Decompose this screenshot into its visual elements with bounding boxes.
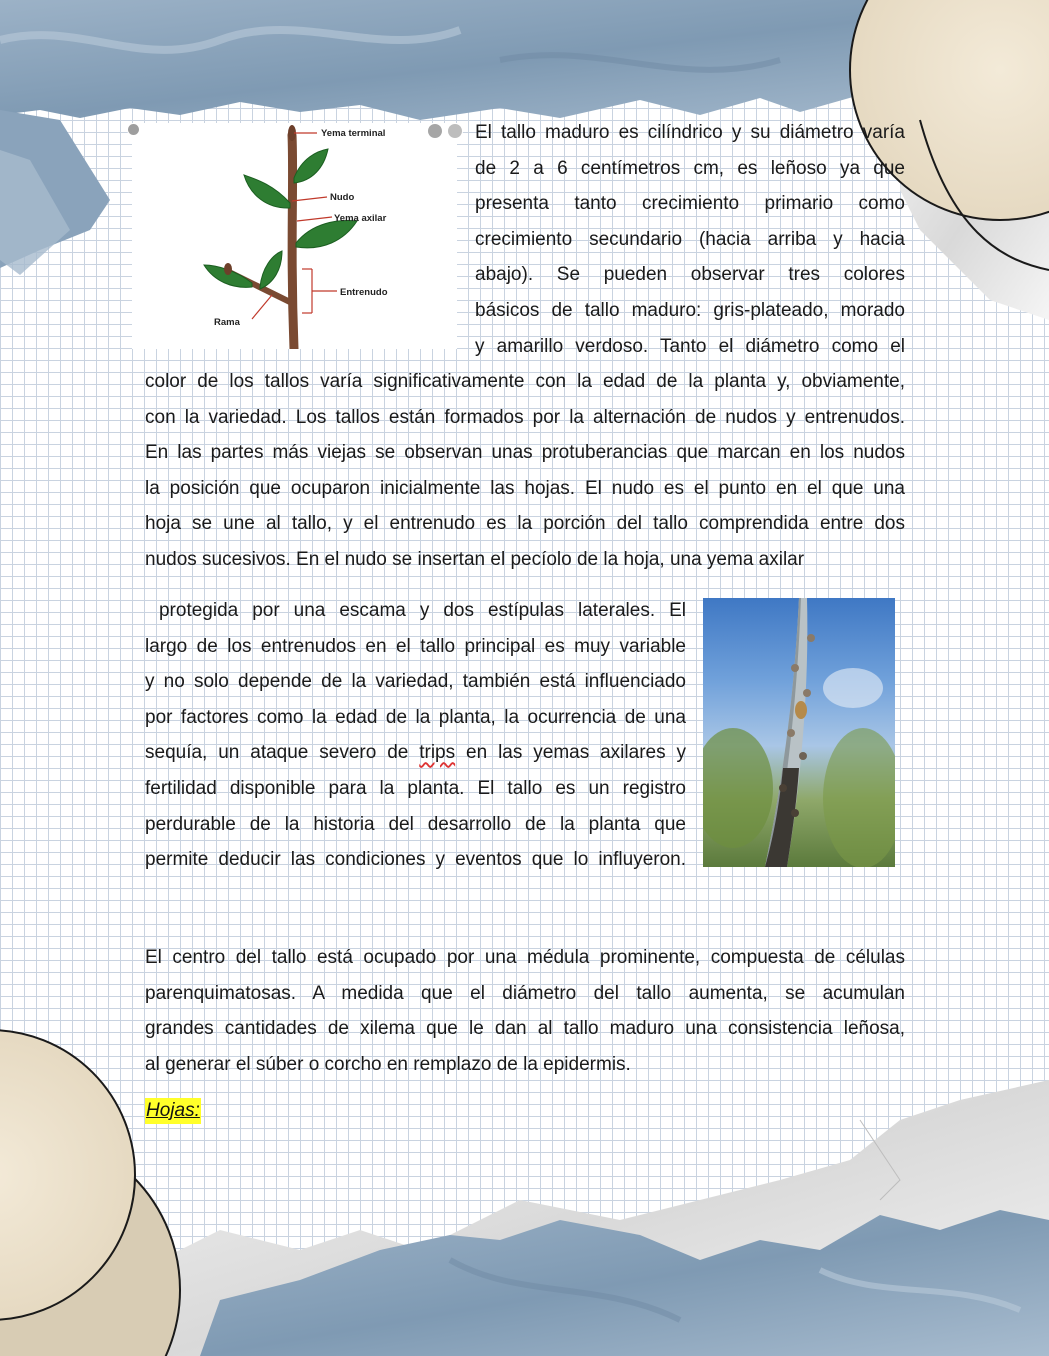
text-line: parenquimatosas. A medida que el diámetro del tallo aumenta, se acumulan (145, 982, 905, 1004)
paragraph-2 (145, 593, 686, 878)
text-line: con la variedad. Los tallos están formados por la alternación de nudos y entrenudos. (145, 406, 905, 428)
paragraph-1-continued (145, 364, 905, 578)
text-line: perdurable de la historia del desarrollo de la planta que (145, 813, 686, 835)
text-line: El tallo maduro es cilíndrico y su diámetro varía (475, 122, 905, 143)
text-line: grandes cantidades de xilema que le dan al tallo maduro una consistencia leñosa, (145, 1018, 905, 1040)
text-segment: sequía, un ataque severo de (145, 742, 420, 764)
image-layout-options-icon[interactable] (447, 123, 463, 139)
text-line: nudos sucesivos. En el nudo se insertan el pecíolo de la hoja, una yema axilar (145, 548, 805, 570)
text-line: fertilidad disponible para la planta. El tallo es un registro (145, 777, 686, 799)
text-line: y no solo depende de la variedad, también está influenciado (145, 671, 686, 693)
text-segment: en las yemas axilares y (455, 742, 686, 764)
text-line: El centro del tallo está ocupado por una médula prominente, compuesta de células (145, 947, 905, 968)
text-line: la posición que ocuparon inicialmente las hojas. El nudo es el punto en el que una (145, 477, 905, 499)
text-line (145, 735, 686, 771)
image-resize-handle[interactable] (127, 123, 140, 136)
text-line: al generar el súber o corcho en remplazo de la epidermis. (145, 1053, 631, 1075)
stem-diagram-figure (132, 123, 457, 349)
text-line: y amarillo verdoso. Tanto el diámetro como el (475, 335, 905, 357)
text-line: básicos de tallo maduro: gris-plateado, morado (475, 299, 905, 321)
text-line: por factores como la edad de la planta, la ocurrencia de una (145, 706, 686, 728)
text-line: de 2 a 6 centímetros cm, es leñoso ya que (475, 157, 905, 179)
spellcheck-flagged-word[interactable]: trips (419, 742, 456, 764)
text-line: permite deducir las condiciones y eventos que lo influyeron. (145, 849, 686, 871)
stem-photo (703, 598, 895, 867)
label-node: Nudo (330, 192, 355, 203)
text-line: hoja se une al tallo, y el entrenudo es la porción del tallo comprendida entre dos (145, 513, 905, 535)
text-line: largo de los entrenudos en el tallo principal es muy variable (145, 635, 686, 657)
image-layout-options-icon[interactable] (427, 123, 443, 139)
label-terminal-bud: Yema terminal (321, 128, 386, 139)
paragraph-3 (145, 940, 905, 1082)
text-line: protegida por una escama y dos estípulas laterales. El (145, 600, 686, 621)
text-line: presenta tanto crecimiento primario como (475, 193, 905, 215)
label-internode: Entrenudo (340, 287, 388, 298)
paragraph-1-wrapped (475, 115, 905, 364)
text-line: color de los tallos varía significativamente con la edad de la planta y, obviamente, (145, 371, 905, 392)
text-line: En las partes más viejas se observan unas protuberancias que marcan en los nudos (145, 442, 905, 464)
text-line: crecimiento secundario (hacia arriba y hacia (475, 228, 905, 250)
label-axillary-bud: Yema axilar (334, 213, 387, 224)
text-line: abajo). Se pueden observar tres colores (475, 264, 905, 286)
label-branch: Rama (214, 317, 240, 328)
section-heading-hojas: Hojas: (145, 1098, 201, 1124)
